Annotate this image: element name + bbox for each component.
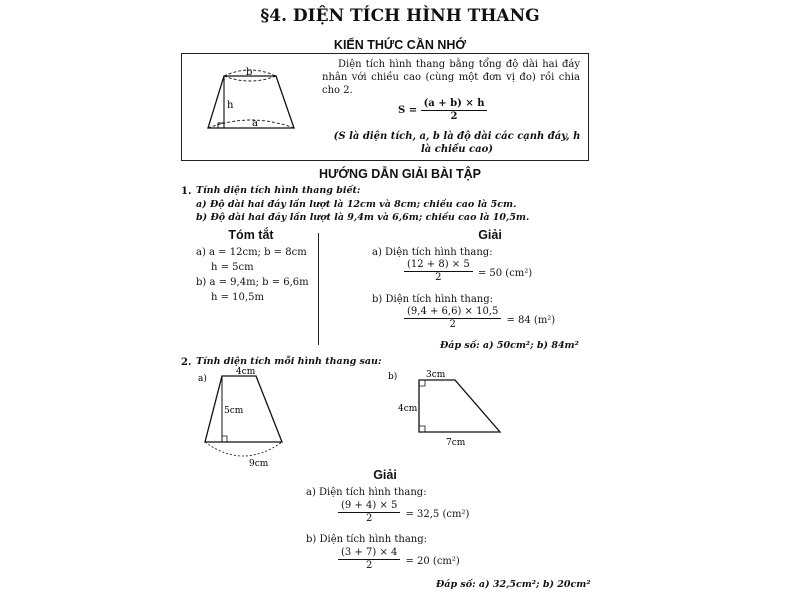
knowledge-rule: Diện tích hình thang bằng tổng độ dài hai đáy nhân với chiều cao (cùng một đơn vị đo) rồi chia cho 2. [322, 59, 580, 96]
fig-b-label: b) [388, 372, 398, 382]
column-divider [318, 233, 319, 345]
ex1-prompt: Tính diện tích hình thang biết: [196, 185, 361, 196]
summary-title: Tóm tắt [228, 228, 274, 242]
ex1-item-a: a) Độ dài hai đáy lần lượt là 12cm và 8cm; chiều cao là 5cm. [196, 199, 517, 210]
fig-a-height: 5cm [224, 406, 244, 416]
ex2-sol-a-label: a) Diện tích hình thang: [306, 487, 427, 498]
trapezoid-figure [190, 64, 312, 140]
summary-a-line2: h = 5cm [211, 262, 254, 273]
summary-b-line1: b) a = 9,4m; b = 6,6m [196, 277, 309, 288]
summary-b-line2: h = 10,5m [211, 292, 264, 303]
ex2-sol-b-label: b) Diện tích hình thang: [306, 534, 428, 545]
label-b: b [246, 67, 253, 78]
fig-b-bottom: 7cm [446, 438, 466, 448]
fig-b-top: 3cm [426, 370, 446, 380]
ex2-sol-a-formula: $\frac{(9 + 4) \times 5}{2}$ = 32,5 (cm²) [338, 500, 469, 525]
ex2-answer: Đáp số: a) 32,5cm²; b) 20cm² [436, 579, 591, 590]
summary-a-line1: a) a = 12cm; b = 8cm [196, 247, 307, 258]
ex2-sol-b-formula: $\frac{(3 + 7) \times 4}{2}$ = 20 (cm²) [338, 547, 460, 572]
fig-a-top: 4cm [236, 367, 256, 377]
knowledge-box [181, 53, 589, 161]
label-a: a [252, 118, 258, 129]
ex1-solution-title: Giải [478, 228, 502, 242]
area-formula: S = $\frac{(a + b) \times h}{2}$ [398, 98, 487, 123]
label-h: h [227, 100, 234, 111]
ex2-prompt: Tính diện tích mỗi hình thang sau: [196, 356, 382, 367]
ex1-answer: Đáp số: a) 50cm²; b) 84m² [440, 340, 579, 351]
formula-note: (S là diện tích, a, b là độ dài các cạnh đáy, h là chiều cao) [333, 131, 581, 155]
guide-heading: HƯỚNG DẪN GIẢI BÀI TẬP [318, 167, 481, 181]
knowledge-heading: KIẾN THỨC CẦN NHỚ [333, 38, 467, 52]
trapezoid-b-figure [384, 366, 514, 450]
fig-a-label: a) [198, 374, 207, 384]
trapezoid-a-figure [192, 366, 344, 470]
fig-a-bottom: 9cm [249, 459, 269, 469]
ex1-sol-b-formula: $\frac{(9,4 + 6,6) \times 10,5}{2}$ = 84 (m²) [404, 306, 555, 331]
fig-b-height: 4cm [398, 404, 418, 414]
ex2-solution-title: Giải [373, 468, 397, 482]
ex1-sol-a-label: a) Diện tích hình thang: [372, 247, 493, 258]
ex1-sol-a-formula: $\frac{(12 + 8) \times 5}{2}$ = 50 (cm²) [404, 259, 532, 284]
page-title: §4. DIỆN TÍCH HÌNH THANG [260, 6, 540, 26]
ex1-number: 1. [181, 186, 192, 197]
ex1-sol-b-label: b) Diện tích hình thang: [372, 294, 494, 305]
ex1-item-b: b) Độ dài hai đáy lần lượt là 9,4m và 6,6m; chiều cao là 10,5m. [196, 212, 530, 223]
ex2-number: 2. [181, 357, 192, 368]
